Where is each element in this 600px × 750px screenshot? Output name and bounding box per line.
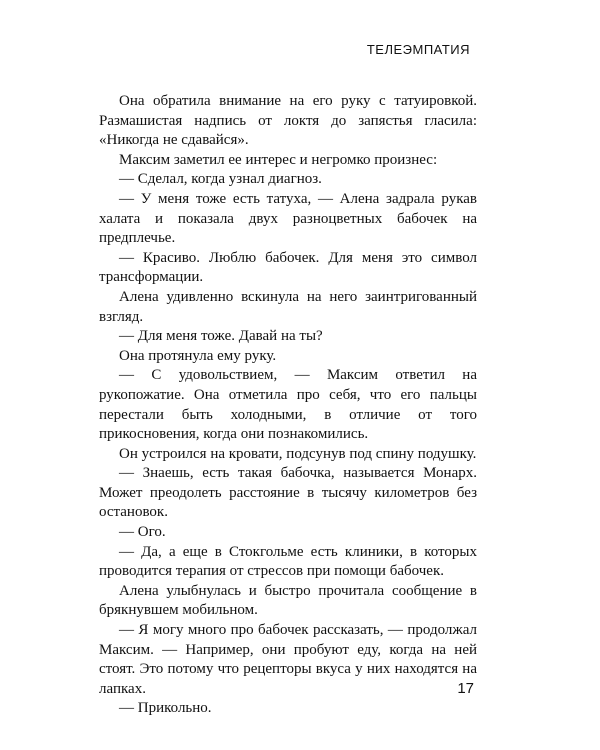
paragraph: — С удовольствием, — Максим ответил на рукопожатие. Она отметила про себя, что его пальцы перестали быть холодными, в отличие от того прикосновения, когда они познакомились. — [99, 367, 477, 443]
paragraph: — Красиво. Люблю бабочек. Для меня это символ трансформации. — [99, 249, 477, 286]
paragraph: — Знаешь, есть такая бабочка, называется Монарх. Может преодолеть расстояние в тысячу километров без остановок. — [99, 465, 477, 521]
paragraph: Она протянула ему руку. — [119, 347, 277, 364]
paragraph: — Ого. — [119, 524, 166, 541]
paragraph: — Сделал, когда узнал диагноз. — [119, 171, 322, 188]
paragraph: — Да, а еще в Стокгольме есть клиники, в которых проводится терапия от стрессов при помощи бабочек. — [99, 543, 477, 580]
paragraph: Алена улыбнулась и быстро прочитала сообщение в брякнувшем мобильном. — [99, 582, 477, 619]
paragraph: — Для меня тоже. Давай на ты? — [119, 328, 323, 345]
paragraph: — У меня тоже есть татуха, — Алена задрала рукав халата и показала двух разноцветных бабочек на предплечье. — [99, 190, 477, 247]
page-number: 17 — [457, 680, 474, 697]
running-head: ТЕЛЕЭМПАТИЯ — [366, 42, 470, 57]
body-text — [99, 92, 477, 719]
paragraph: Алена удивленно вскинула на него заинтригованный взгляд. — [99, 288, 477, 325]
paragraph: Максим заметил ее интерес и негромко произнес: — [119, 151, 438, 168]
paragraph: Она обратилa внимание на его руку с татуировкой. Размашистая надпись от локтя до запястья гласила: «Никогда не сдавайся». — [99, 93, 477, 149]
paragraph: Он устроился на кровати, подсунув под спину подушку. — [119, 445, 477, 462]
paragraph: — Прикольно. — [119, 700, 212, 717]
paragraph: — Я могу много про бабочек рассказать, — продолжал Максим. — Например, они пробуют еду, когда на ней стоят. Это потому что рецепторы вкуса у них находятся на лапках. — [99, 622, 477, 697]
